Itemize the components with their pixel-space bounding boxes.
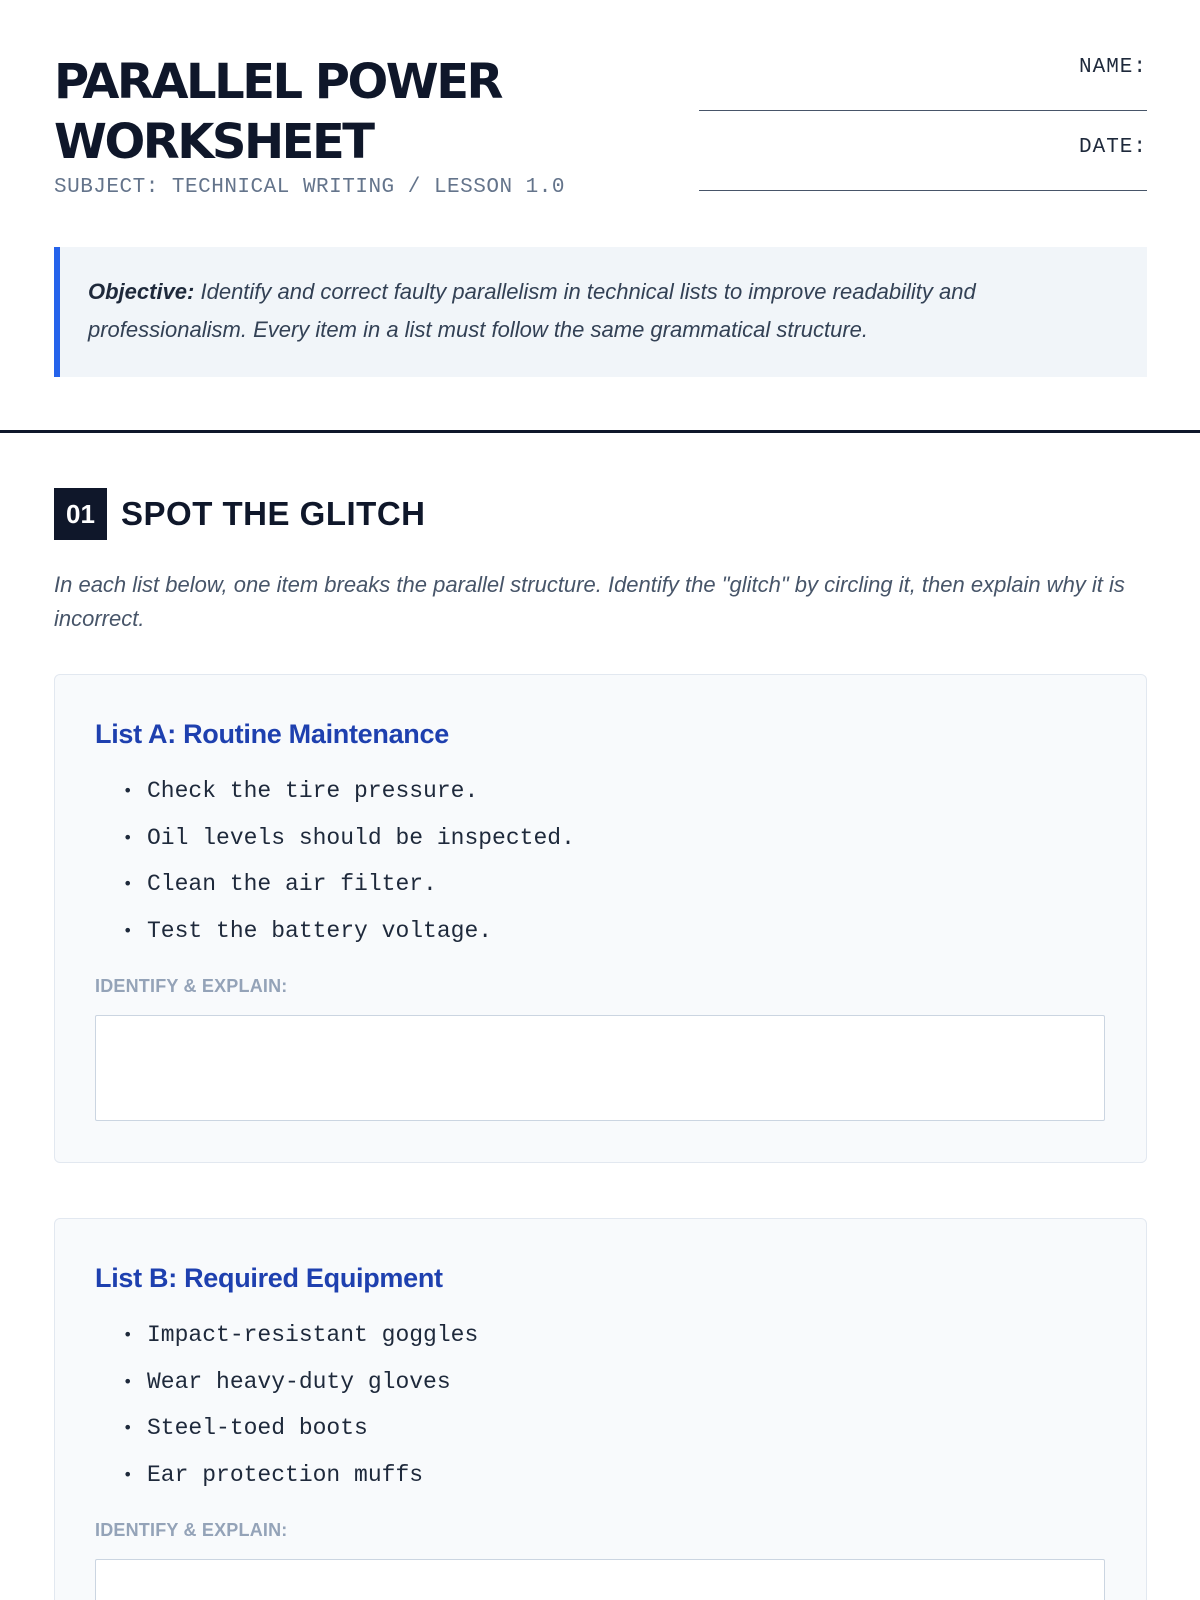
bullet-icon: •: [123, 827, 133, 847]
section-header: [54, 488, 426, 540]
objective-label: Objective:: [88, 279, 195, 304]
list-item[interactable]: • Impact-resistant goggles: [123, 1312, 1106, 1359]
section-divider: [0, 430, 1200, 433]
student-fields: [699, 52, 1147, 212]
name-line[interactable]: [699, 110, 1147, 111]
list-card-a: [54, 674, 1147, 1163]
bullet-icon: •: [123, 1325, 133, 1344]
list-item[interactable]: • Clean the air filter.: [123, 861, 1106, 908]
answer-label: IDENTIFY & EXPLAIN:: [95, 1520, 288, 1541]
objective-text: Identify and correct faulty parallelism in technical lists to improve readability and professionalism. Every item in a list must follow the same grammatical structure.: [88, 279, 976, 342]
answer-box[interactable]: [95, 1559, 1105, 1600]
bullet-icon: •: [123, 1418, 133, 1438]
objective-box: [54, 247, 1147, 377]
section-number: 01: [54, 488, 107, 540]
bullet-icon: •: [123, 1464, 133, 1484]
date-line[interactable]: [699, 190, 1147, 191]
page-title: [54, 52, 674, 172]
list-item[interactable]: • Wear heavy-duty gloves: [123, 1359, 1106, 1406]
bullet-icon: •: [123, 874, 133, 894]
answer-box[interactable]: [95, 1015, 1105, 1121]
list-item[interactable]: • Test the battery voltage.: [123, 908, 1106, 955]
section-description: In each list below, one item breaks the parallel structure. Identify the "glitch" by circling it, then explain why it is incorrect.: [54, 572, 1125, 631]
date-field[interactable]: [699, 132, 1147, 212]
title-block: [54, 52, 674, 199]
list-item[interactable]: • Oil levels should be inspected.: [123, 815, 1106, 862]
name-field[interactable]: [699, 52, 1147, 132]
bullet-icon: •: [123, 781, 133, 800]
list-item[interactable]: • Check the tire pressure.: [123, 768, 1106, 815]
bullet-icon: •: [123, 920, 133, 940]
list-card-b: [54, 1218, 1147, 1600]
subject-line: SUBJECT: TECHNICAL WRITING / LESSON 1.0: [54, 176, 565, 199]
list-item[interactable]: • Steel-toed boots: [123, 1405, 1106, 1452]
section-title: SPOT THE GLITCH: [121, 495, 426, 532]
list-title: List B: Required Equipment: [95, 1263, 443, 1293]
worksheet-header: [54, 52, 1147, 212]
date-label: DATE:: [1078, 136, 1147, 159]
bullet-icon: •: [123, 1371, 133, 1391]
title-line-1: PARALLEL POWER: [54, 54, 501, 110]
list-items: [123, 1312, 1106, 1498]
answer-label: IDENTIFY & EXPLAIN:: [95, 976, 288, 997]
name-label: NAME:: [1078, 56, 1147, 79]
list-item[interactable]: • Ear protection muffs: [123, 1452, 1106, 1499]
list-title: List A: Routine Maintenance: [95, 719, 449, 749]
list-items: [123, 768, 1106, 954]
title-line-2: WORKSHEET: [54, 114, 373, 170]
